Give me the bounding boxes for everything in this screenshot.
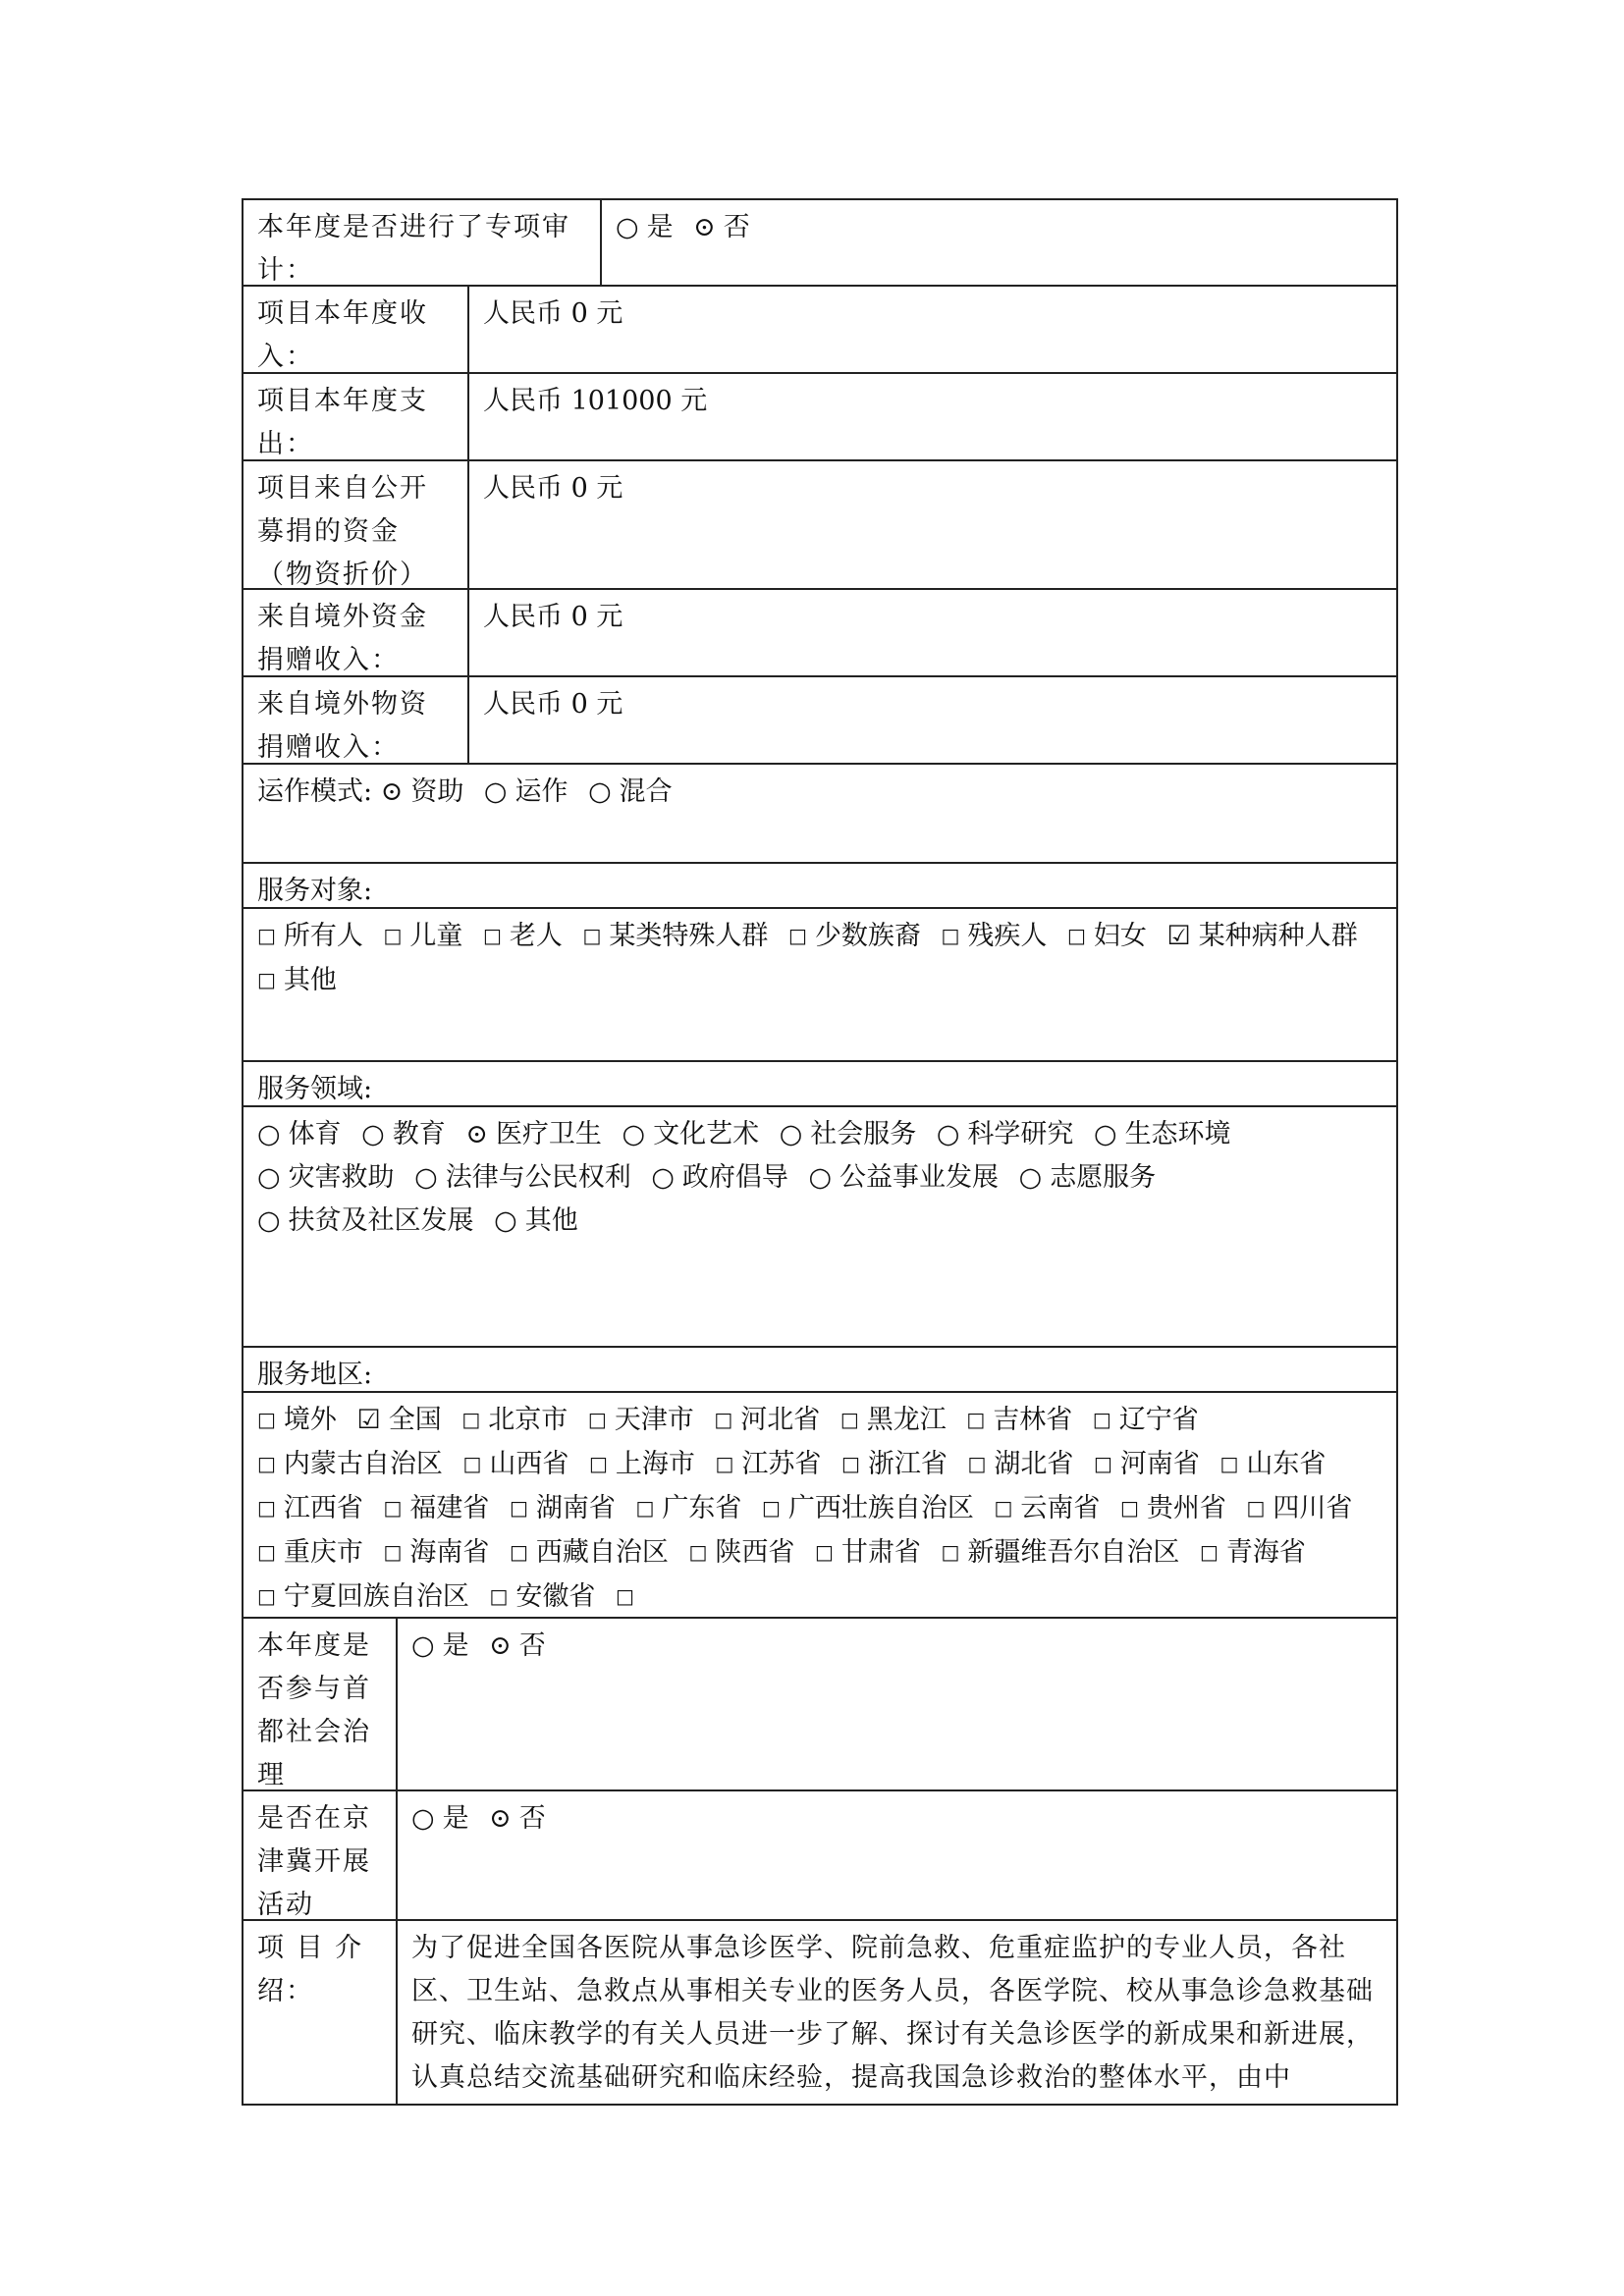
checkbox-icon[interactable]: □ bbox=[383, 1540, 403, 1564]
option-label: 甘肃省 bbox=[840, 1537, 921, 1568]
jjj-activity-options[interactable] bbox=[398, 1791, 1398, 1919]
capital-governance-options[interactable] bbox=[398, 1619, 1398, 1789]
operation-mode-cell bbox=[244, 765, 1398, 862]
option-label: 宁夏回族自治区 bbox=[283, 1581, 469, 1612]
radio-icon[interactable]: ○ bbox=[779, 1119, 803, 1149]
option-item[interactable] bbox=[483, 921, 563, 951]
option-item[interactable] bbox=[788, 921, 921, 951]
option-item[interactable] bbox=[1094, 1119, 1231, 1149]
option-label: 湖南省 bbox=[535, 1493, 616, 1523]
option-item[interactable] bbox=[384, 921, 463, 951]
option-label: 天津市 bbox=[614, 1405, 694, 1435]
option-item[interactable] bbox=[381, 776, 464, 807]
service-field-label: 服务领域: bbox=[244, 1062, 1398, 1105]
row-project-intro bbox=[244, 1921, 1398, 2106]
option-label: 河南省 bbox=[1119, 1449, 1200, 1479]
checkbox-icon[interactable]: □ bbox=[1092, 1408, 1111, 1431]
option-label: 广西壮族自治区 bbox=[787, 1493, 974, 1523]
option-label: 公益事业发展 bbox=[839, 1162, 1000, 1193]
checkbox-icon[interactable]: □ bbox=[257, 1452, 276, 1475]
option-label: 江西省 bbox=[283, 1493, 363, 1523]
option-item[interactable] bbox=[463, 1449, 569, 1479]
option-label: 文化艺术 bbox=[653, 1119, 760, 1149]
option-item[interactable] bbox=[384, 1537, 490, 1568]
foreign-fund-label: 来自境外资金捐赠收入： bbox=[244, 590, 469, 675]
radio-icon[interactable]: ○ bbox=[616, 212, 639, 242]
row-operation-mode bbox=[244, 765, 1398, 864]
operation-mode-label: 运作模式: bbox=[257, 776, 373, 807]
service-target-options[interactable] bbox=[244, 909, 1398, 1060]
row-service-field-header bbox=[244, 1062, 1398, 1107]
radio-icon[interactable]: ○ bbox=[361, 1119, 385, 1149]
public-fundraising-value: 人民币 0 元 bbox=[469, 461, 1398, 588]
option-item[interactable] bbox=[257, 1405, 337, 1435]
checkbox-icon[interactable]: ☑ bbox=[356, 1405, 381, 1435]
foreign-goods-value: 人民币 0 元 bbox=[469, 677, 1398, 763]
checkbox-icon[interactable]: □ bbox=[994, 1496, 1013, 1520]
radio-icon[interactable]: ○ bbox=[483, 776, 508, 807]
radio-icon[interactable]: ○ bbox=[651, 1162, 675, 1193]
checkbox-icon[interactable]: □ bbox=[257, 1540, 276, 1564]
option-label: 海南省 bbox=[409, 1537, 490, 1568]
option-item[interactable] bbox=[968, 1449, 1074, 1479]
option-item[interactable] bbox=[494, 1205, 578, 1236]
option-label: 江苏省 bbox=[741, 1449, 822, 1479]
annual-expense-value: 人民币 101000 元 bbox=[469, 374, 1398, 459]
project-intro-text: 为了促进全国各医院从事急诊医学、院前急救、危重症监护的专业人员，各社区、卫生站、急救点从事相关专业的医务人员，各医学院、校从事急诊急救基础研究、临床教学的有关人员进一步了解、探讨有关急诊医学的新成果和新进展，认真总结交流基础研究和临床经验，提高我国急诊救治的整体水平，由中 bbox=[398, 1921, 1398, 2104]
radio-icon[interactable]: ○ bbox=[257, 1119, 281, 1149]
special-audit-label: 本年度是否进行了专项审计： bbox=[244, 200, 602, 285]
operation-mode-options[interactable] bbox=[381, 776, 684, 807]
checkbox-icon[interactable]: □ bbox=[462, 1452, 482, 1475]
option-label: 其他 bbox=[283, 965, 337, 995]
option-item[interactable] bbox=[937, 1119, 1074, 1149]
option-label: 是 bbox=[646, 212, 674, 242]
option-item[interactable] bbox=[651, 1162, 788, 1193]
option-item[interactable] bbox=[257, 965, 337, 995]
option-item[interactable] bbox=[616, 212, 674, 242]
option-item[interactable] bbox=[716, 1449, 822, 1479]
checkbox-icon[interactable]: □ bbox=[1246, 1496, 1266, 1520]
option-label: 四川省 bbox=[1272, 1493, 1353, 1523]
option-label: 否 bbox=[723, 212, 750, 242]
radio-icon[interactable]: ○ bbox=[414, 1162, 438, 1193]
checkbox-icon[interactable]: □ bbox=[589, 1452, 608, 1475]
checkbox-icon[interactable]: □ bbox=[815, 1540, 834, 1564]
checkbox-icon[interactable]: □ bbox=[616, 1584, 634, 1608]
radio-icon[interactable]: ○ bbox=[588, 776, 612, 807]
option-item[interactable] bbox=[257, 1205, 474, 1236]
option-item[interactable] bbox=[257, 1119, 342, 1149]
option-label: 混合 bbox=[619, 776, 673, 807]
option-label: 是 bbox=[442, 1630, 469, 1661]
checkbox-icon[interactable]: □ bbox=[714, 1408, 733, 1431]
option-item[interactable] bbox=[616, 1581, 642, 1612]
checkbox-icon[interactable]: □ bbox=[257, 1584, 276, 1608]
option-item[interactable] bbox=[1093, 1405, 1199, 1435]
option-item[interactable] bbox=[714, 1405, 820, 1435]
checkbox-icon[interactable]: □ bbox=[941, 924, 960, 947]
option-item[interactable] bbox=[588, 776, 673, 807]
checkbox-icon[interactable]: □ bbox=[635, 1496, 655, 1520]
option-item[interactable] bbox=[257, 1537, 363, 1568]
option-label: 所有人 bbox=[283, 921, 363, 951]
option-label: 新疆维吾尔自治区 bbox=[967, 1537, 1180, 1568]
checkbox-icon[interactable]: □ bbox=[257, 924, 276, 947]
option-item[interactable] bbox=[489, 1630, 546, 1661]
row-jjj-activity bbox=[244, 1791, 1398, 1921]
option-label: 某类特殊人群 bbox=[609, 921, 769, 951]
option-item[interactable] bbox=[1094, 1449, 1200, 1479]
option-label: 西藏自治区 bbox=[535, 1537, 669, 1568]
row-service-region-header bbox=[244, 1348, 1398, 1393]
checkbox-icon[interactable]: □ bbox=[383, 1496, 403, 1520]
option-item[interactable] bbox=[693, 212, 750, 242]
option-label: 医疗卫生 bbox=[495, 1119, 602, 1149]
checkbox-icon[interactable]: □ bbox=[839, 1408, 859, 1431]
foreign-goods-label: 来自境外物资捐赠收入： bbox=[244, 677, 469, 763]
option-label: 上海市 bbox=[615, 1449, 695, 1479]
option-item[interactable] bbox=[1019, 1162, 1157, 1193]
option-label: 青海省 bbox=[1225, 1537, 1306, 1568]
option-item[interactable] bbox=[1120, 1493, 1226, 1523]
option-label: 残疾人 bbox=[967, 921, 1048, 951]
option-label: 吉林省 bbox=[993, 1405, 1073, 1435]
option-label: 浙江省 bbox=[867, 1449, 947, 1479]
row-special-audit bbox=[244, 200, 1398, 287]
radio-icon[interactable]: ⊙ bbox=[380, 776, 404, 807]
checkbox-icon[interactable]: □ bbox=[762, 1496, 781, 1520]
option-label: 湖北省 bbox=[994, 1449, 1074, 1479]
row-capital-governance bbox=[244, 1619, 1398, 1791]
option-label: 资助 bbox=[410, 776, 464, 807]
checkbox-icon[interactable]: □ bbox=[383, 924, 403, 947]
public-fundraising-label: 项目来自公开募捐的资金（物资折价） bbox=[244, 461, 469, 588]
option-item[interactable] bbox=[461, 1405, 568, 1435]
checkbox-icon[interactable]: □ bbox=[941, 1540, 960, 1564]
option-item[interactable] bbox=[841, 1449, 947, 1479]
row-service-region-options bbox=[244, 1393, 1398, 1619]
checkbox-icon[interactable]: □ bbox=[461, 1408, 481, 1431]
row-public-fundraising-income bbox=[244, 461, 1398, 590]
radio-icon[interactable]: ○ bbox=[808, 1162, 833, 1193]
checkbox-icon[interactable]: ☑ bbox=[1166, 921, 1191, 951]
row-annual-income bbox=[244, 287, 1398, 374]
radio-icon[interactable]: ⊙ bbox=[465, 1119, 488, 1149]
option-label: 其他 bbox=[524, 1205, 578, 1236]
option-item[interactable] bbox=[484, 776, 568, 807]
option-item[interactable] bbox=[815, 1537, 921, 1568]
checkbox-icon[interactable]: □ bbox=[788, 924, 807, 947]
service-region-label: 服务地区: bbox=[244, 1348, 1398, 1391]
option-label: 否 bbox=[518, 1803, 546, 1834]
checkbox-icon[interactable]: □ bbox=[1067, 924, 1086, 947]
row-service-field-options bbox=[244, 1107, 1398, 1348]
checkbox-icon[interactable]: □ bbox=[489, 1584, 509, 1608]
checkbox-icon[interactable]: □ bbox=[1200, 1540, 1218, 1564]
option-label: 少数族裔 bbox=[814, 921, 921, 951]
checkbox-icon[interactable]: □ bbox=[1094, 1452, 1112, 1475]
option-item[interactable] bbox=[942, 921, 1048, 951]
option-label: 生态环境 bbox=[1124, 1119, 1231, 1149]
option-label: 妇女 bbox=[1093, 921, 1147, 951]
option-item[interactable] bbox=[762, 1493, 974, 1523]
annual-income-value: 人民币 0 元 bbox=[469, 287, 1398, 372]
special-audit-options[interactable] bbox=[602, 200, 1398, 285]
checkbox-icon[interactable]: □ bbox=[1120, 1496, 1139, 1520]
option-label: 广东省 bbox=[662, 1493, 742, 1523]
checkbox-icon[interactable]: □ bbox=[715, 1452, 734, 1475]
option-label: 山东省 bbox=[1246, 1449, 1326, 1479]
option-item[interactable] bbox=[583, 921, 769, 951]
option-label: 安徽省 bbox=[515, 1581, 596, 1612]
option-item[interactable] bbox=[808, 1162, 999, 1193]
row-annual-expense bbox=[244, 374, 1398, 461]
option-label: 社会服务 bbox=[810, 1119, 917, 1149]
checkbox-icon[interactable]: □ bbox=[510, 1496, 528, 1520]
option-label: 福建省 bbox=[409, 1493, 490, 1523]
option-label: 内蒙古自治区 bbox=[283, 1449, 443, 1479]
radio-icon[interactable]: ⊙ bbox=[489, 1630, 512, 1661]
option-item[interactable] bbox=[589, 1449, 695, 1479]
checkbox-icon[interactable]: □ bbox=[510, 1540, 528, 1564]
project-intro-label: 项 目 介 绍： bbox=[244, 1921, 398, 2104]
option-item[interactable] bbox=[490, 1581, 596, 1612]
option-label: 运作 bbox=[514, 776, 568, 807]
checkbox-icon[interactable]: □ bbox=[587, 1408, 607, 1431]
row-service-target-options bbox=[244, 909, 1398, 1062]
option-label: 某种病种人群 bbox=[1198, 921, 1358, 951]
option-label: 否 bbox=[518, 1630, 546, 1661]
option-label: 河北省 bbox=[740, 1405, 821, 1435]
option-item[interactable] bbox=[489, 1803, 546, 1834]
option-item[interactable] bbox=[780, 1119, 917, 1149]
option-label: 辽宁省 bbox=[1118, 1405, 1199, 1435]
row-foreign-goods-donation bbox=[244, 677, 1398, 765]
option-label: 北京市 bbox=[488, 1405, 568, 1435]
service-field-options[interactable] bbox=[244, 1107, 1398, 1346]
option-item[interactable] bbox=[510, 1537, 669, 1568]
annual-expense-label: 项目本年度支出： bbox=[244, 374, 469, 459]
option-label: 政府倡导 bbox=[681, 1162, 788, 1193]
option-item[interactable] bbox=[942, 1537, 1180, 1568]
option-label: 志愿服务 bbox=[1050, 1162, 1157, 1193]
option-item[interactable] bbox=[257, 1581, 469, 1612]
option-label: 法律与公民权利 bbox=[445, 1162, 631, 1193]
option-label: 陕西省 bbox=[715, 1537, 795, 1568]
service-region-options[interactable] bbox=[244, 1393, 1398, 1617]
option-item[interactable] bbox=[623, 1119, 760, 1149]
option-item[interactable] bbox=[1200, 1537, 1306, 1568]
foreign-fund-value: 人民币 0 元 bbox=[469, 590, 1398, 675]
row-service-target-header bbox=[244, 864, 1398, 909]
option-label: 境外 bbox=[283, 1405, 337, 1435]
radio-icon[interactable]: ○ bbox=[1094, 1119, 1117, 1149]
option-item[interactable] bbox=[257, 1493, 363, 1523]
radio-icon[interactable]: ○ bbox=[936, 1119, 960, 1149]
option-label: 儿童 bbox=[409, 921, 463, 951]
option-item[interactable] bbox=[257, 921, 363, 951]
radio-icon[interactable]: ○ bbox=[257, 1162, 281, 1193]
option-label: 全国 bbox=[388, 1405, 442, 1435]
option-label: 教育 bbox=[392, 1119, 446, 1149]
option-item[interactable] bbox=[510, 1493, 616, 1523]
option-item[interactable] bbox=[357, 1405, 442, 1435]
option-label: 山西省 bbox=[489, 1449, 569, 1479]
capital-governance-label: 本年度是否参与首都社会治理 bbox=[244, 1619, 398, 1789]
option-label: 体育 bbox=[288, 1119, 342, 1149]
option-item[interactable] bbox=[966, 1405, 1072, 1435]
option-item[interactable] bbox=[1220, 1449, 1326, 1479]
checkbox-icon[interactable]: □ bbox=[257, 968, 276, 991]
radio-icon[interactable]: ⊙ bbox=[489, 1803, 512, 1834]
checkbox-icon[interactable]: □ bbox=[1219, 1452, 1239, 1475]
option-item[interactable] bbox=[257, 1449, 443, 1479]
checkbox-icon[interactable]: □ bbox=[257, 1408, 276, 1431]
option-label: 黑龙江 bbox=[866, 1405, 947, 1435]
option-item[interactable] bbox=[361, 1119, 446, 1149]
option-label: 老人 bbox=[509, 921, 563, 951]
option-label: 灾害救助 bbox=[288, 1162, 395, 1193]
option-item[interactable] bbox=[636, 1493, 742, 1523]
option-label: 科学研究 bbox=[967, 1119, 1074, 1149]
option-label: 重庆市 bbox=[283, 1537, 363, 1568]
option-label: 扶贫及社区发展 bbox=[288, 1205, 474, 1236]
option-label: 是 bbox=[442, 1803, 469, 1834]
option-item[interactable] bbox=[840, 1405, 947, 1435]
radio-icon[interactable]: ○ bbox=[622, 1119, 646, 1149]
checkbox-icon[interactable]: □ bbox=[688, 1540, 708, 1564]
checkbox-icon[interactable]: □ bbox=[257, 1496, 276, 1520]
checkbox-icon[interactable]: □ bbox=[967, 1452, 987, 1475]
radio-icon[interactable]: ⊙ bbox=[693, 212, 716, 242]
option-item[interactable] bbox=[411, 1630, 469, 1661]
checkbox-icon[interactable]: □ bbox=[582, 924, 602, 947]
option-label: 贵州省 bbox=[1146, 1493, 1226, 1523]
option-item[interactable] bbox=[995, 1493, 1101, 1523]
project-info-table bbox=[242, 198, 1398, 2106]
option-item[interactable] bbox=[588, 1405, 694, 1435]
option-item[interactable] bbox=[257, 1162, 395, 1193]
checkbox-icon[interactable]: □ bbox=[483, 924, 502, 947]
checkbox-icon[interactable]: □ bbox=[841, 1452, 860, 1475]
option-item[interactable] bbox=[414, 1162, 631, 1193]
option-item[interactable] bbox=[689, 1537, 795, 1568]
radio-icon[interactable]: ○ bbox=[411, 1803, 435, 1834]
option-label: 云南省 bbox=[1020, 1493, 1101, 1523]
jjj-activity-label: 是否在京津冀开展活动 bbox=[244, 1791, 398, 1919]
option-item[interactable] bbox=[384, 1493, 490, 1523]
option-item[interactable] bbox=[1167, 921, 1358, 951]
option-item[interactable] bbox=[1067, 921, 1147, 951]
option-item[interactable] bbox=[411, 1803, 469, 1834]
checkbox-icon[interactable]: □ bbox=[966, 1408, 986, 1431]
radio-icon[interactable]: ○ bbox=[494, 1205, 517, 1236]
radio-icon[interactable]: ○ bbox=[1018, 1162, 1043, 1193]
option-item[interactable] bbox=[465, 1119, 602, 1149]
row-foreign-fund-donation bbox=[244, 590, 1398, 677]
annual-income-label: 项目本年度收入： bbox=[244, 287, 469, 372]
option-item[interactable] bbox=[1247, 1493, 1353, 1523]
radio-icon[interactable]: ○ bbox=[257, 1205, 281, 1236]
service-target-label: 服务对象: bbox=[244, 864, 1398, 907]
radio-icon[interactable]: ○ bbox=[411, 1630, 435, 1661]
